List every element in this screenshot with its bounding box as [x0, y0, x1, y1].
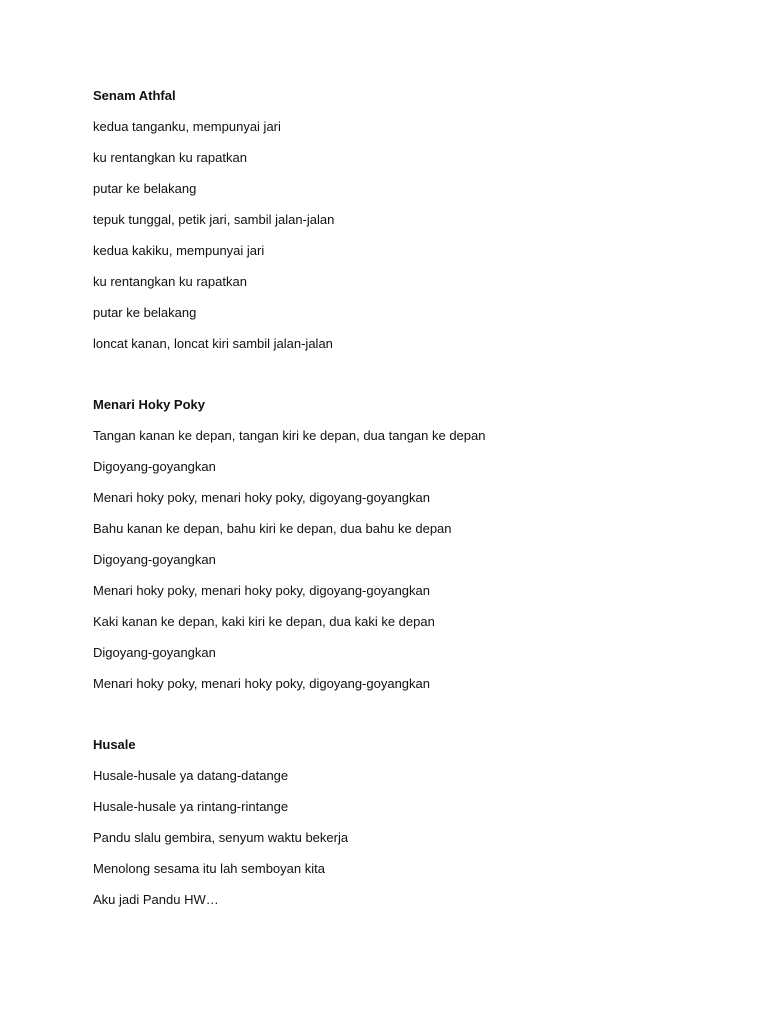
- lyric-line: putar ke belakang: [93, 181, 197, 196]
- lyric-line: Aku jadi Pandu HW…: [93, 892, 219, 907]
- lyric-line: Bahu kanan ke depan, bahu kiri ke depan, dua bahu ke depan: [93, 521, 452, 536]
- lyric-line: Menari hoky poky, menari hoky poky, digoyang-goyangkan: [93, 676, 430, 691]
- lyric-line: loncat kanan, loncat kiri sambil jalan-jalan: [93, 336, 333, 351]
- section-senam-athfal: [93, 80, 713, 359]
- lyric-line: kedua tanganku, mempunyai jari: [93, 119, 281, 134]
- lyric-line: ku rentangkan ku rapatkan: [93, 150, 247, 165]
- lyric-line: Digoyang-goyangkan: [93, 552, 216, 567]
- lyric-line: tepuk tunggal, petik jari, sambil jalan-jalan: [93, 212, 335, 227]
- section-menari-hoky-poky: [93, 389, 713, 699]
- lyric-line: Digoyang-goyangkan: [93, 645, 216, 660]
- lyric-line: kedua kakiku, mempunyai jari: [93, 243, 265, 258]
- section-title: Senam Athfal: [93, 88, 176, 103]
- lyric-line: Tangan kanan ke depan, tangan kiri ke depan, dua tangan ke depan: [93, 428, 486, 443]
- lyric-line: Kaki kanan ke depan, kaki kiri ke depan, dua kaki ke depan: [93, 614, 435, 629]
- lyric-line: putar ke belakang: [93, 305, 197, 320]
- section-title: Husale: [93, 737, 136, 752]
- lyric-line: Husale-husale ya datang-datange: [93, 768, 289, 783]
- lyric-line: Menari hoky poky, menari hoky poky, digoyang-goyangkan: [93, 583, 430, 598]
- lyric-line: Pandu slalu gembira, senyum waktu bekerja: [93, 830, 349, 845]
- lyric-line: ku rentangkan ku rapatkan: [93, 274, 247, 289]
- lyric-line: Digoyang-goyangkan: [93, 459, 216, 474]
- section-title: Menari Hoky Poky: [93, 397, 205, 412]
- lyric-line: Menolong sesama itu lah semboyan kita: [93, 861, 325, 876]
- lyric-line: Husale-husale ya rintang-rintange: [93, 799, 289, 814]
- lyric-line: Menari hoky poky, menari hoky poky, digoyang-goyangkan: [93, 490, 430, 505]
- section-husale: [93, 729, 713, 915]
